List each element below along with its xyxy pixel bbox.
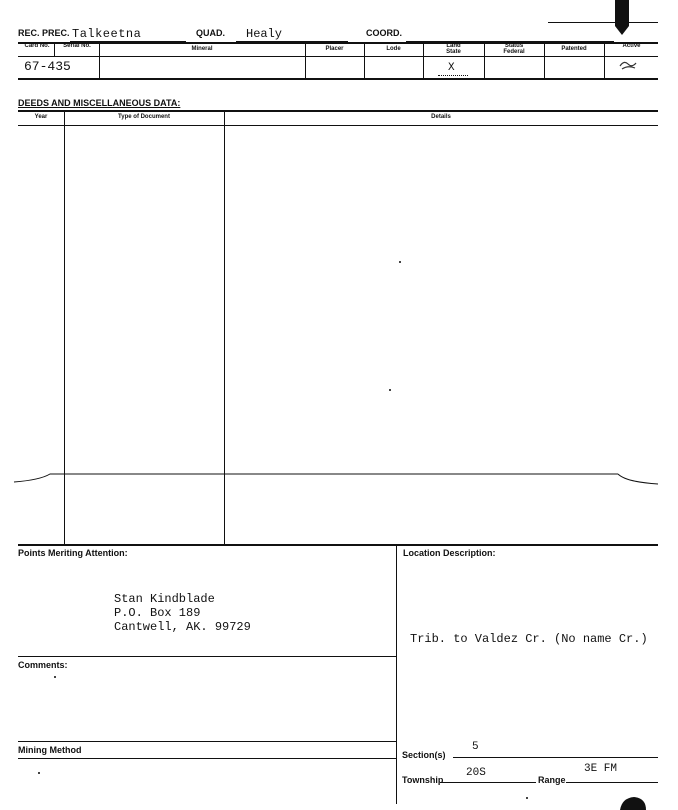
card-no-value: 67-435 <box>24 59 71 74</box>
comments-label: Comments: <box>18 660 68 670</box>
card-no-header: Card No. <box>24 43 50 49</box>
points-line-1: Stan Kindblade <box>114 592 215 606</box>
location-description-label: Location Description: <box>403 548 496 558</box>
points-line-3: Cantwell, AK. 99729 <box>114 620 251 634</box>
corner-blob <box>618 796 648 810</box>
marker-tab <box>612 0 632 36</box>
sections-value: 5 <box>472 741 479 753</box>
rec-prec-label: REC. PREC. <box>18 28 70 38</box>
type-of-document-header: Type of Document <box>118 114 170 120</box>
land-state-header: Land State <box>446 43 461 55</box>
status-federal-header: Status Federal <box>503 43 525 55</box>
coord-label: COORD. <box>366 28 402 38</box>
quad-value: Healy <box>246 27 283 41</box>
range-label: Range <box>538 775 566 785</box>
township-label: Township <box>402 775 444 785</box>
location-description-value: Trib. to Valdez Cr. (No name Cr.) <box>410 632 648 646</box>
range-value: 3E FM <box>584 763 618 775</box>
land-state-mark: X <box>448 62 455 74</box>
points-meriting-attention-label: Points Meriting Attention: <box>18 548 128 558</box>
quad-label: QUAD. <box>196 28 225 38</box>
year-header: Year <box>34 114 48 120</box>
mineral-header: Mineral <box>191 46 213 52</box>
details-header: Details <box>431 114 451 120</box>
points-line-2: P.O. Box 189 <box>114 606 201 620</box>
lode-header: Lode <box>386 46 401 52</box>
deeds-title: DEEDS AND MISCELLANEOUS DATA: <box>18 98 181 108</box>
serial-no-header: Serial No. <box>63 43 91 49</box>
township-value: 20S <box>466 767 486 779</box>
mining-method-label: Mining Method <box>18 745 82 755</box>
active-smudge <box>618 58 638 72</box>
sections-label: Section(s) <box>402 750 446 760</box>
fold-line <box>0 462 678 490</box>
patented-header: Patented <box>561 46 587 52</box>
placer-header: Placer <box>325 46 344 52</box>
rec-prec-value: Talkeetna <box>72 27 142 41</box>
active-header: Active <box>622 43 641 49</box>
